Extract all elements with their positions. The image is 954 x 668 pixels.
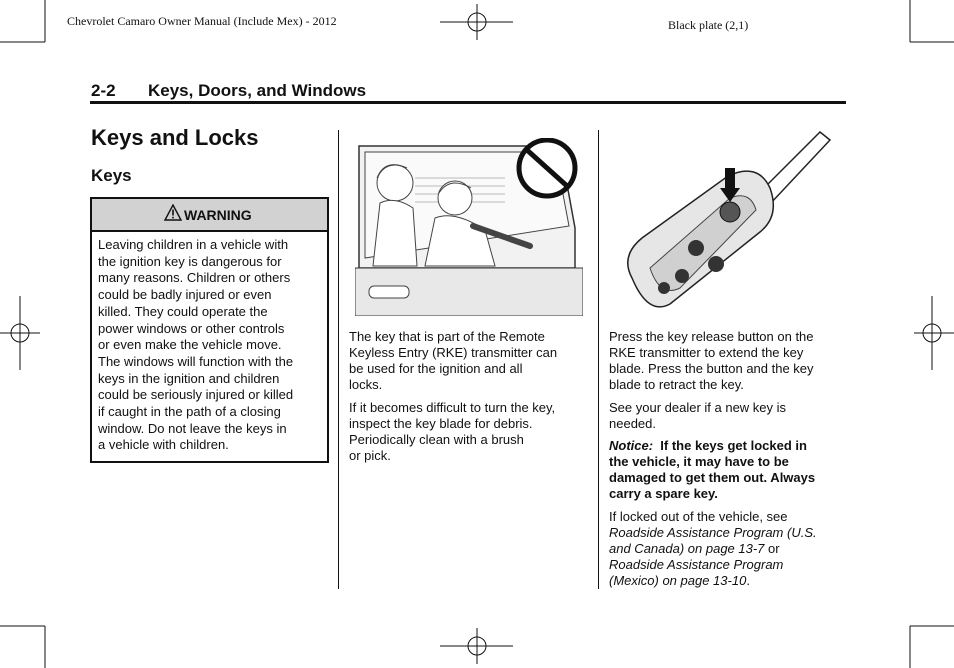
- warning-triangle-icon: [164, 204, 182, 221]
- warning-line: keys in the ignition and children: [98, 370, 280, 386]
- notice-label: Notice:: [609, 438, 654, 453]
- text-line: Periodically clean with a brush: [349, 432, 524, 447]
- warning-line: if caught in the path of a closing: [98, 404, 281, 420]
- text-line: or pick.: [349, 448, 391, 463]
- paragraph: [349, 329, 589, 393]
- warning-header: [92, 199, 327, 232]
- warning-line: the ignition key is dangerous for: [98, 253, 282, 269]
- unlock-button: [688, 240, 704, 256]
- page-heading: Keys and Locks: [91, 125, 259, 150]
- text-line: needed.: [609, 416, 656, 431]
- text-line: If it becomes difficult to turn the key,: [349, 400, 556, 415]
- text-line: RKE transmitter to extend the key: [609, 345, 804, 360]
- warning-line: window. Do not leave the keys in: [98, 420, 287, 436]
- cross-reference-link[interactable]: Roadside Assistance Program (U.S.: [609, 525, 817, 540]
- text-line: Press the key release button on the: [609, 329, 814, 344]
- subheading: Keys: [91, 166, 132, 185]
- key-release-button: [720, 202, 740, 222]
- section-title: Keys, Doors, and Windows: [148, 81, 367, 100]
- warning-line: killed. They could operate the: [98, 303, 268, 319]
- children-in-car-illustration: [355, 138, 583, 316]
- text-line: locks.: [349, 377, 383, 392]
- warning-text: [98, 237, 322, 454]
- print-header-plate: Black plate (2,1): [668, 18, 749, 32]
- warning-line: could be badly injured or even: [98, 287, 272, 303]
- warning-line: The windows will function with the: [98, 353, 294, 369]
- text-line: Keyless Entry (RKE) transmitter can: [349, 345, 558, 360]
- paragraph: [349, 400, 589, 464]
- notice-text: damaged to get them out. Always: [609, 470, 816, 485]
- notice-paragraph: [609, 438, 849, 502]
- warning-line: power windows or other controls: [98, 320, 285, 336]
- paragraph: [609, 329, 849, 393]
- lock-button: [708, 256, 724, 272]
- warning-line: a vehicle with children.: [98, 437, 229, 453]
- paragraph: [609, 509, 849, 589]
- warning-line: could be seriously injured or killed: [98, 387, 294, 403]
- text-line: or: [764, 541, 780, 556]
- text-line: inspect the key blade for debris.: [349, 416, 533, 431]
- warning-line: Leaving children in a vehicle with: [98, 237, 289, 252]
- warning-box: [90, 197, 329, 463]
- text-line: If locked out of the vehicle, see: [609, 509, 788, 524]
- column-divider: [598, 130, 599, 589]
- cross-reference-link[interactable]: and Canada) on page 13-7: [609, 541, 765, 556]
- paragraph: [609, 400, 849, 432]
- notice-text: the vehicle, it may have to be: [609, 454, 789, 469]
- cross-reference-link[interactable]: (Mexico) on page 13-10: [609, 573, 747, 588]
- column-divider: [338, 130, 339, 589]
- warning-label: WARNING: [184, 207, 252, 223]
- text-line: .: [746, 573, 750, 588]
- notice-text: carry a spare key.: [609, 486, 718, 501]
- panic-button: [658, 282, 670, 294]
- text-line: The key that is part of the Remote: [349, 329, 545, 344]
- text-line: blade. Press the button and the key: [609, 361, 814, 376]
- warning-line: many reasons. Children or others: [98, 270, 291, 286]
- prohibition-icon: [519, 140, 575, 196]
- print-header-title: Chevrolet Camaro Owner Manual (Include Mex) - 2012: [67, 14, 337, 28]
- text-line: blade to retract the key.: [609, 377, 744, 392]
- section-number: 2-2: [91, 81, 116, 100]
- section-rule: [90, 101, 846, 104]
- text-line: See your dealer if a new key is: [609, 400, 787, 415]
- cross-reference-link[interactable]: Roadside Assistance Program: [609, 557, 784, 572]
- remote-button: [675, 269, 689, 283]
- warning-line: or even make the vehicle move.: [98, 337, 282, 353]
- text-line: be used for the ignition and all: [349, 361, 523, 376]
- key-fob-illustration: [620, 128, 835, 318]
- notice-text: If the keys get locked in: [660, 438, 807, 453]
